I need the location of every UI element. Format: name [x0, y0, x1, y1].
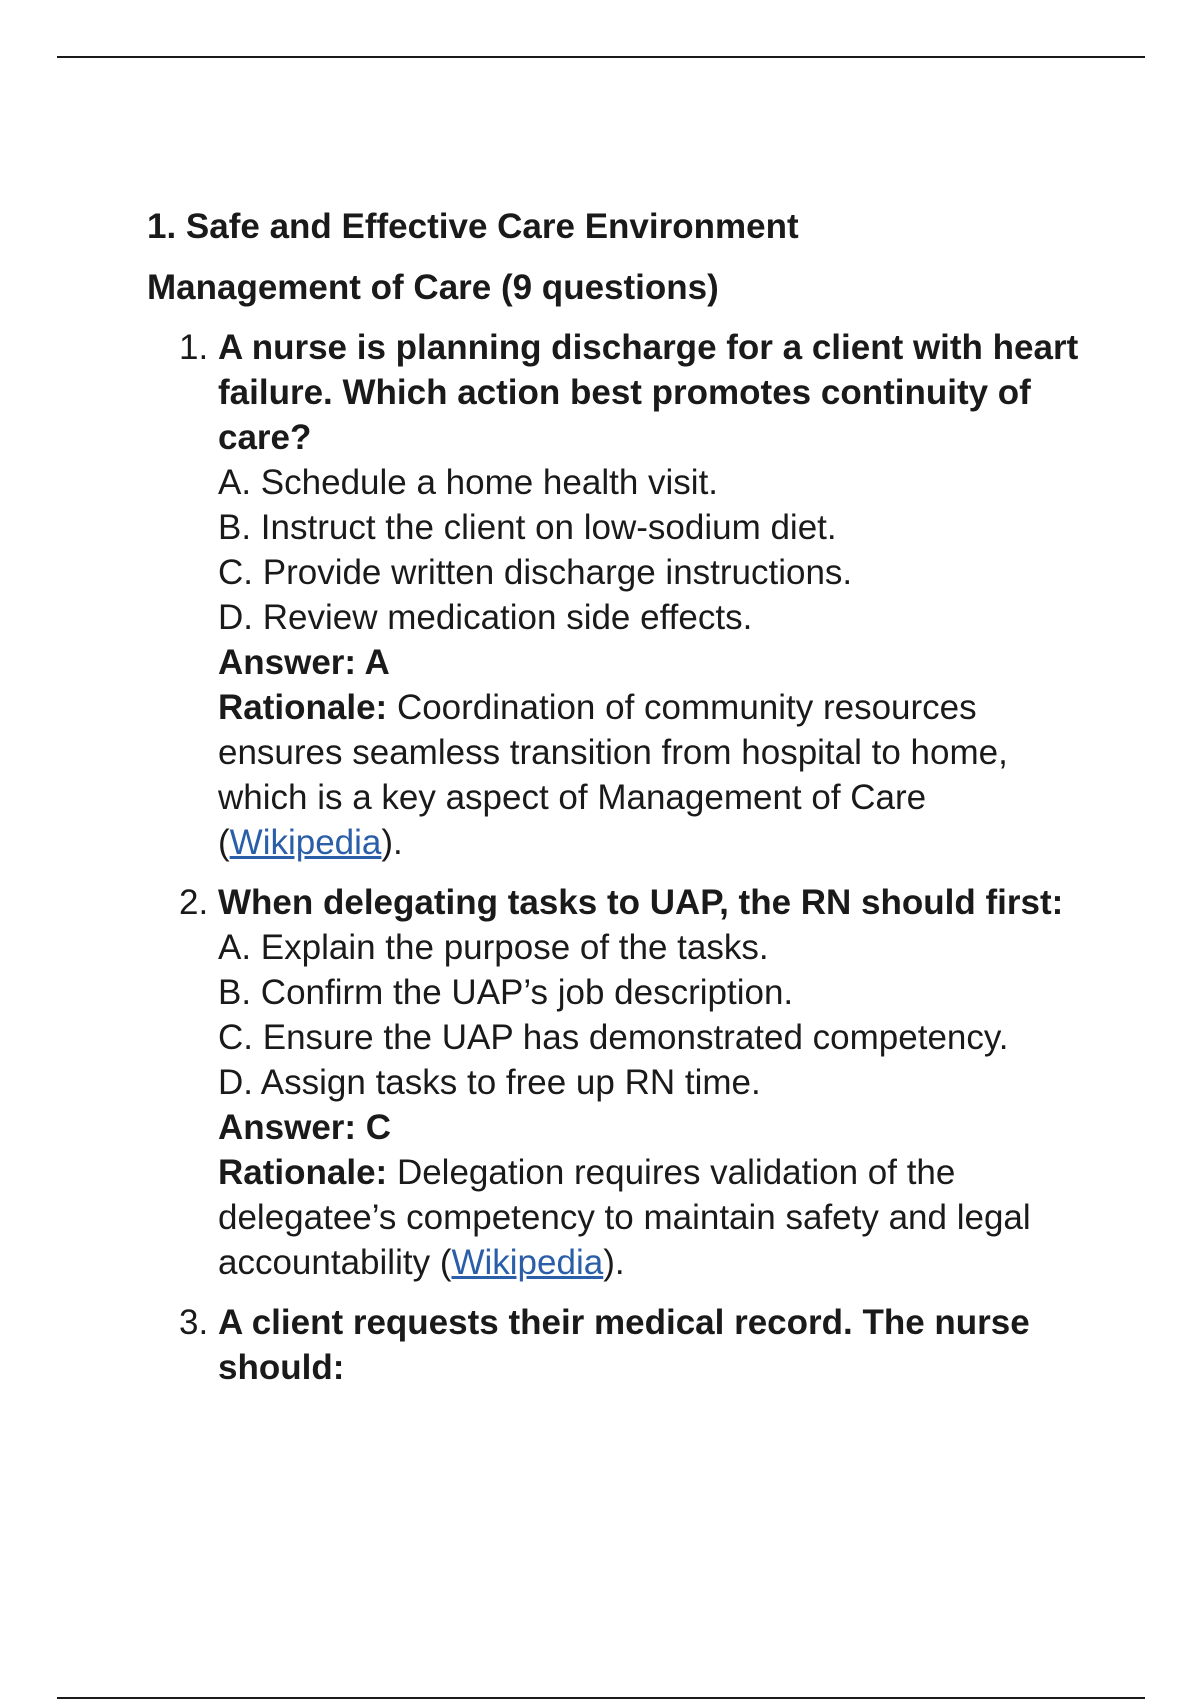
subsection-title: Management of Care (9 questions) — [147, 268, 719, 307]
option-d: D. Review medication side effects. — [218, 598, 753, 637]
question-1 — [147, 325, 1087, 865]
rationale — [218, 1150, 1087, 1285]
question-text: A client requests their medical record. The nurse should: — [218, 1303, 1030, 1387]
rationale-text: Coordination of community resources ensures seamless transition from hospital to home, which is a key aspect of Management of Care — [218, 688, 1008, 817]
bottom-rule — [57, 1697, 1145, 1699]
rationale-open-paren: ( — [439, 1243, 452, 1282]
rationale-label: Rationale: — [218, 1153, 388, 1192]
document-content — [147, 204, 1087, 1405]
option-c: C. Ensure the UAP has demonstrated competency. — [218, 1018, 1009, 1057]
section-title: 1. Safe and Effective Care Environment — [147, 207, 799, 246]
rationale — [218, 685, 1087, 865]
rationale-text: Delegation requires validation of the delegatee’s competency to maintain safety and legal accountability — [218, 1153, 1031, 1282]
answer: Answer: A — [218, 643, 390, 682]
option-a: A. Schedule a home health visit. — [218, 463, 719, 502]
option-b: B. Confirm the UAP’s job description. — [218, 973, 794, 1012]
option-c: C. Provide written discharge instructions. — [218, 553, 853, 592]
option-d: D. Assign tasks to free up RN time. — [218, 1063, 761, 1102]
question-3 — [147, 1300, 1087, 1390]
option-a: A. Explain the purpose of the tasks. — [218, 928, 769, 967]
rationale-close: ). — [381, 823, 403, 862]
question-number: 1. — [179, 328, 209, 367]
rationale-open-paren: ( — [218, 823, 230, 862]
wikipedia-link[interactable]: Wikipedia — [451, 1243, 604, 1282]
question-number: 3. — [179, 1303, 209, 1342]
answer: Answer: C — [218, 1108, 392, 1147]
wikipedia-link[interactable]: Wikipedia — [229, 823, 382, 862]
rationale-label: Rationale: — [218, 688, 388, 727]
question-number: 2. — [179, 883, 209, 922]
rationale-close: ). — [603, 1243, 625, 1282]
question-2 — [147, 880, 1087, 1285]
top-rule — [57, 56, 1145, 58]
option-b: B. Instruct the client on low-sodium diet. — [218, 508, 837, 547]
question-text: A nurse is planning discharge for a client with heart failure. Which action best promotes continuity of care? — [218, 328, 1079, 457]
question-text: When delegating tasks to UAP, the RN should first: — [218, 883, 1064, 922]
